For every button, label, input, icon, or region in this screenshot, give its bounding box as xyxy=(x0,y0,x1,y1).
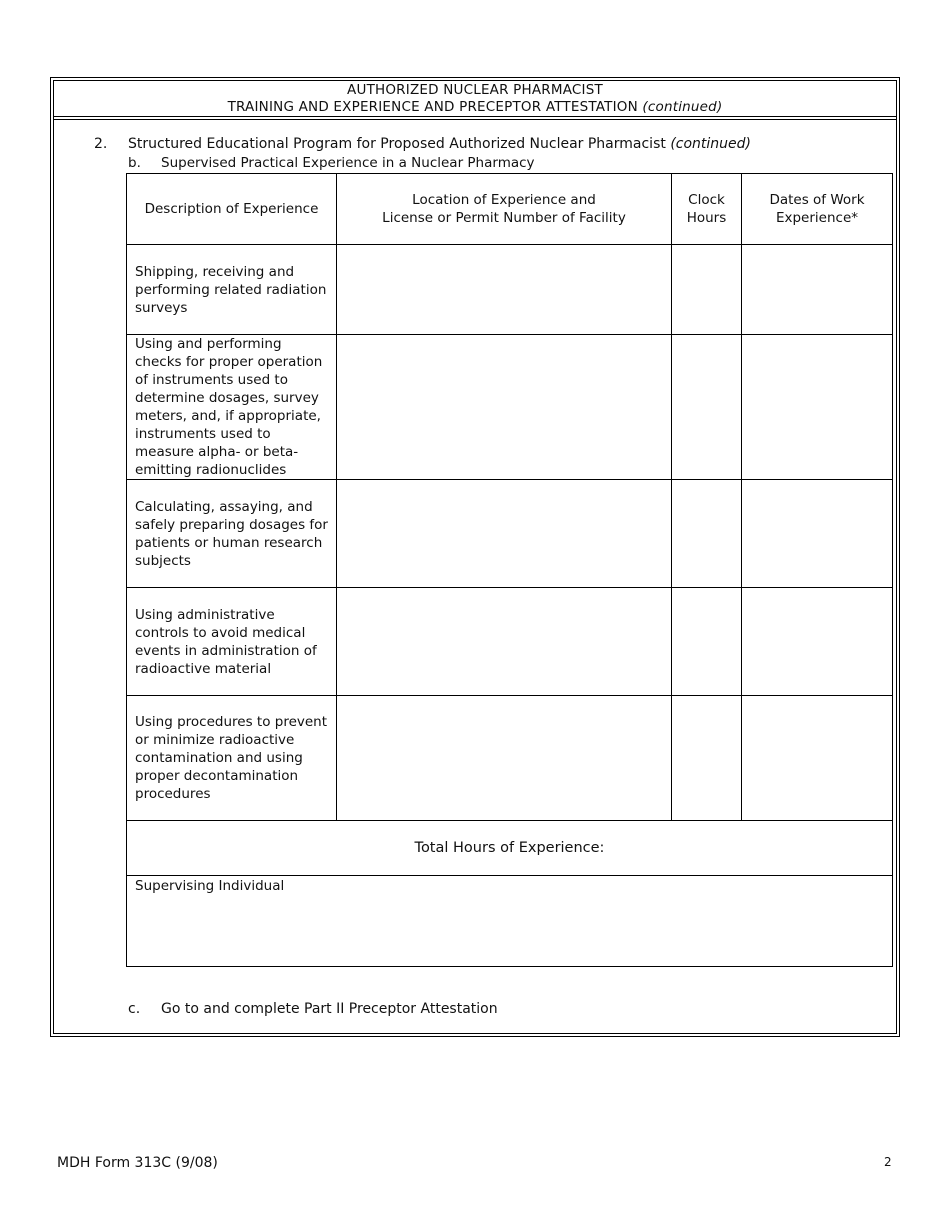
header-line-2-text: TRAINING AND EXPERIENCE AND PRECEPTOR ATTESTATION xyxy=(227,98,638,115)
dates-input-cell[interactable] xyxy=(742,480,893,588)
dates-input-cell[interactable] xyxy=(742,696,893,821)
column-header-dates-line1: Dates of Work xyxy=(769,192,865,208)
subsection-title: Supervised Practical Experience in a Nuclear Pharmacy xyxy=(161,155,535,171)
column-header-location-line1: Location of Experience and xyxy=(412,192,596,208)
location-input-cell[interactable] xyxy=(337,480,672,588)
part-c-letter: c. xyxy=(128,1001,141,1017)
clock-hours-input-cell[interactable] xyxy=(672,480,742,588)
row-description: Using administrative controls to avoid medical events in administration of radioactive material xyxy=(127,588,337,696)
header-divider xyxy=(54,119,896,120)
footer-form-id: MDH Form 313C (9/08) xyxy=(57,1155,218,1171)
table-row xyxy=(127,480,893,588)
clock-hours-input-cell[interactable] xyxy=(672,245,742,335)
supervising-individual-label: Supervising Individual xyxy=(135,878,285,894)
column-header-description xyxy=(127,174,337,245)
form-inner-border xyxy=(53,80,897,1034)
column-header-clock-line1: Clock xyxy=(688,192,725,208)
page-number: 2 xyxy=(884,1155,892,1169)
column-header-location xyxy=(337,174,672,245)
dates-input-cell[interactable] xyxy=(742,335,893,480)
row-description: Calculating, assaying, and safely preparing dosages for patients or human research subjects xyxy=(127,480,337,588)
table-row xyxy=(127,588,893,696)
row-description: Using and performing checks for proper operation of instruments used to determine dosages, survey meters, and, if appropriate, instruments used to measure alpha- or beta-emitting radionuclides xyxy=(127,335,337,480)
section-number: 2. xyxy=(94,136,108,152)
column-header-description-text: Description of Experience xyxy=(144,201,319,217)
clock-hours-input-cell[interactable] xyxy=(672,335,742,480)
row-description: Shipping, receiving and performing related radiation surveys xyxy=(127,245,337,335)
dates-input-cell[interactable] xyxy=(742,588,893,696)
clock-hours-input-cell[interactable] xyxy=(672,696,742,821)
location-input-cell[interactable] xyxy=(337,696,672,821)
column-header-dates xyxy=(742,174,893,245)
dates-input-cell[interactable] xyxy=(742,245,893,335)
subsection-letter: b. xyxy=(128,155,141,171)
column-header-clock-line2: Hours xyxy=(686,210,727,226)
supervising-individual-cell[interactable] xyxy=(127,876,893,967)
supervising-row xyxy=(127,876,893,967)
table-row xyxy=(127,696,893,821)
total-hours-cell[interactable] xyxy=(127,821,893,876)
total-hours-label: Total Hours of Experience: xyxy=(414,840,605,856)
total-row xyxy=(127,821,893,876)
form-frame xyxy=(50,77,900,1037)
table-row xyxy=(127,335,893,480)
section-continued: (continued) xyxy=(670,136,751,152)
form-header xyxy=(54,81,896,117)
column-header-dates-line2: Experience* xyxy=(775,210,859,226)
location-input-cell[interactable] xyxy=(337,588,672,696)
table-header-row xyxy=(127,174,893,245)
location-input-cell[interactable] xyxy=(337,335,672,480)
header-line-1: AUTHORIZED NUCLEAR PHARMACIST xyxy=(347,82,603,98)
experience-table xyxy=(126,173,893,967)
row-description: Using procedures to prevent or minimize radioactive contamination and using proper decontamination procedures xyxy=(127,696,337,821)
section-title xyxy=(128,136,751,152)
location-input-cell[interactable] xyxy=(337,245,672,335)
section-title-text: Structured Educational Program for Proposed Authorized Nuclear Pharmacist xyxy=(128,136,666,152)
column-header-location-line2: License or Permit Number of Facility xyxy=(382,210,626,226)
column-header-clock-hours xyxy=(672,174,742,245)
clock-hours-input-cell[interactable] xyxy=(672,588,742,696)
table-row xyxy=(127,245,893,335)
header-continued: (continued) xyxy=(642,98,723,115)
part-c-instruction: Go to and complete Part II Preceptor Attestation xyxy=(161,1001,498,1017)
header-line-2 xyxy=(54,99,896,116)
